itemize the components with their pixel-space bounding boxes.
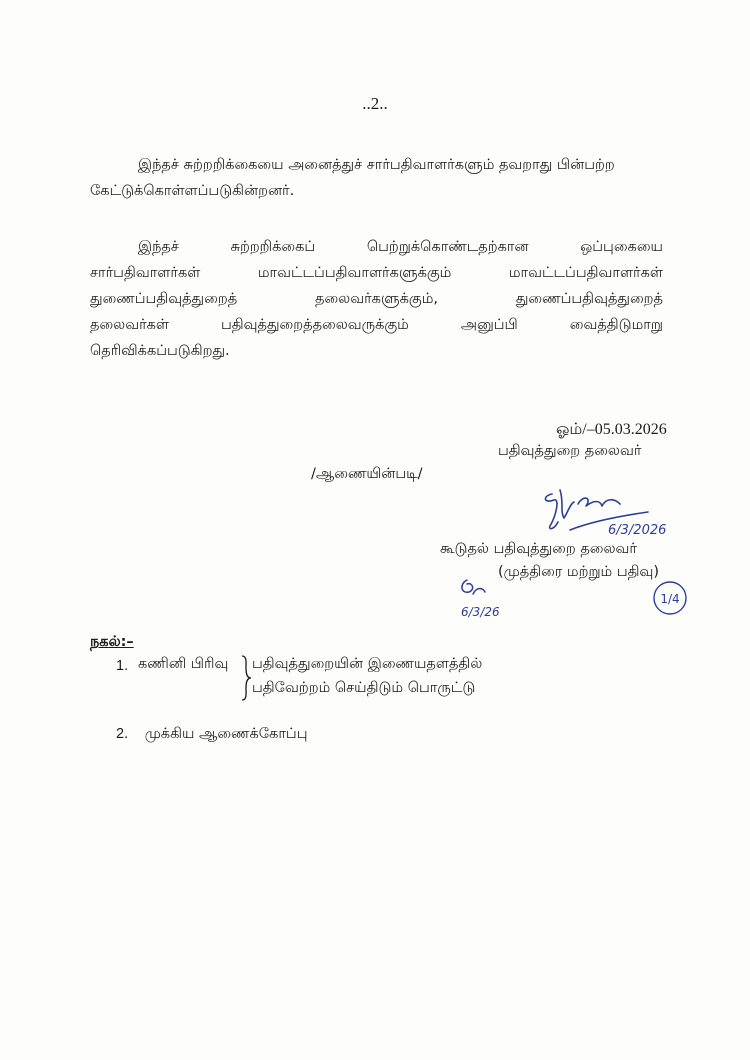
word: மாவட்டப்பதிவாளர்களுக்கும் bbox=[257, 265, 452, 281]
word: சார்பதிவாளர்கள் bbox=[90, 265, 201, 281]
word: பதிவுத்துறைத்தலைவருக்கும் bbox=[220, 317, 409, 333]
signature-image bbox=[530, 482, 680, 542]
word: வைத்திடுமாறு bbox=[569, 317, 663, 333]
word: துணைப்பதிவுத்துறைத் bbox=[515, 291, 663, 307]
paragraph-2-line-2 bbox=[90, 260, 663, 286]
copy-item-purpose-line-1: பதிவுத்துறையின் இணையதளத்தில் bbox=[252, 656, 483, 672]
paragraph-2-line-5: தெரிவிக்கப்படுகிறது. bbox=[90, 343, 230, 359]
paragraph-2-line-4 bbox=[90, 312, 663, 338]
reference-number: ஓம்/–05.03.2026 bbox=[556, 421, 667, 438]
page-initial: 1/4 bbox=[660, 592, 680, 606]
paragraph-2-line-1 bbox=[90, 234, 663, 260]
word: சுற்றறிக்கைப் bbox=[230, 239, 316, 255]
word: துணைப்பதிவுத்துறைத் bbox=[90, 291, 238, 307]
copy-item-section: கணினி பிரிவு bbox=[138, 656, 229, 672]
initials-image bbox=[455, 570, 535, 630]
by-order-label: /ஆணையின்படி/ bbox=[311, 466, 423, 482]
designation-additional: கூடுதல் பதிவுத்துறை தலைவர் bbox=[440, 541, 637, 557]
word: பெற்றுக்கொண்டதற்கான bbox=[366, 239, 529, 255]
paragraph-1 bbox=[90, 152, 663, 204]
signature-date: 6/3/2026 bbox=[608, 523, 667, 538]
paragraph-1-line-2: கேட்டுக்கொள்ளப்படுகின்றனர். bbox=[90, 183, 295, 199]
designation-registrar: பதிவுத்துறை தலைவர் bbox=[498, 443, 642, 459]
paragraph-2 bbox=[90, 234, 663, 364]
copy-to-heading: நகல்:– bbox=[90, 634, 134, 650]
copy-item-section: முக்கிய ஆணைக்கோப்பு bbox=[144, 726, 308, 742]
word: தலைவர்களுக்கும், bbox=[315, 291, 438, 307]
paragraph-1-line-1: இந்தச் சுற்றறிக்கையை அனைத்துச் சார்பதிவாளர்களும் தவறாது பின்பற்ற bbox=[138, 157, 615, 173]
word: மாவட்டப்பதிவாளர்கள் bbox=[508, 265, 663, 281]
curly-brace-icon bbox=[238, 654, 252, 702]
word: அனுப்பி bbox=[460, 317, 518, 333]
word: தலைவர்கள் bbox=[90, 317, 170, 333]
copy-item-purpose-line-2: பதிவேற்றம் செய்திடும் பொருட்டு bbox=[252, 680, 476, 696]
word: ஒப்புகையை bbox=[580, 239, 663, 255]
designation-stamp-registration: (முத்திரை மற்றும் பதிவு) bbox=[498, 564, 660, 580]
page-initial-circle bbox=[648, 578, 694, 618]
page-number: ..2.. bbox=[362, 94, 388, 113]
copy-item-number: 1. bbox=[116, 658, 129, 674]
word: இந்தச் bbox=[138, 239, 179, 255]
paragraph-2-line-3 bbox=[90, 286, 663, 312]
copy-item-2 bbox=[116, 726, 308, 744]
initial-date: 6/3/26 bbox=[461, 605, 500, 619]
copy-item-number: 2. bbox=[116, 726, 129, 742]
